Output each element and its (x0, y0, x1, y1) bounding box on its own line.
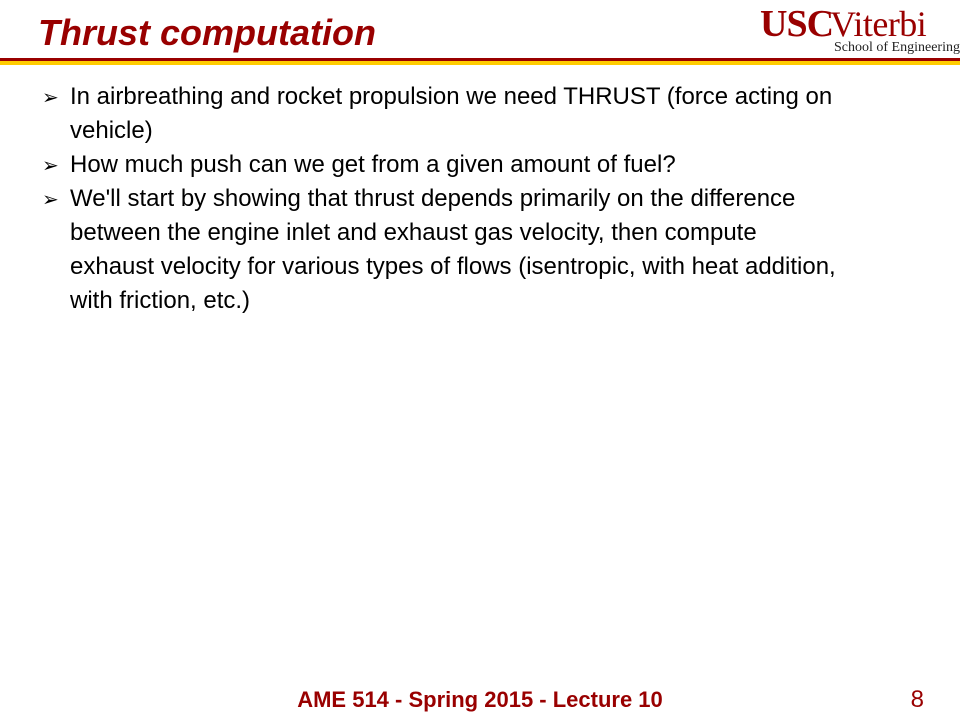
arrowhead-bullet-icon: ➢ (42, 187, 59, 211)
bullet-list (42, 80, 842, 318)
page-number: 8 (910, 686, 924, 713)
logo-usc-text: USC (760, 3, 834, 45)
bullet-item (42, 80, 842, 148)
slide-title: Thrust computation (38, 12, 376, 53)
bullet-text: How much push can we get from a given amount of fuel? (70, 151, 676, 178)
usc-viterbi-logo (756, 2, 960, 60)
bullet-text: We'll start by showing that thrust depends primarily on the difference between the engine inlet and exhaust gas velocity, then compute exhaust velocity for various types of flows (isentropic, with heat addition, with friction, etc.) (70, 185, 836, 314)
logo-subtitle: School of Engineering (834, 40, 960, 55)
arrowhead-bullet-icon: ➢ (42, 153, 59, 177)
bullet-item (42, 182, 842, 318)
bullet-text: In airbreathing and rocket propulsion we need THRUST (force acting on vehicle) (70, 83, 833, 144)
slide-footer: AME 514 - Spring 2015 - Lecture 10 (297, 687, 663, 712)
arrowhead-bullet-icon: ➢ (42, 85, 59, 109)
bullet-item (42, 148, 842, 182)
logo-viterbi-text: Viterbi (830, 4, 927, 44)
header-rule-gold (0, 61, 960, 65)
